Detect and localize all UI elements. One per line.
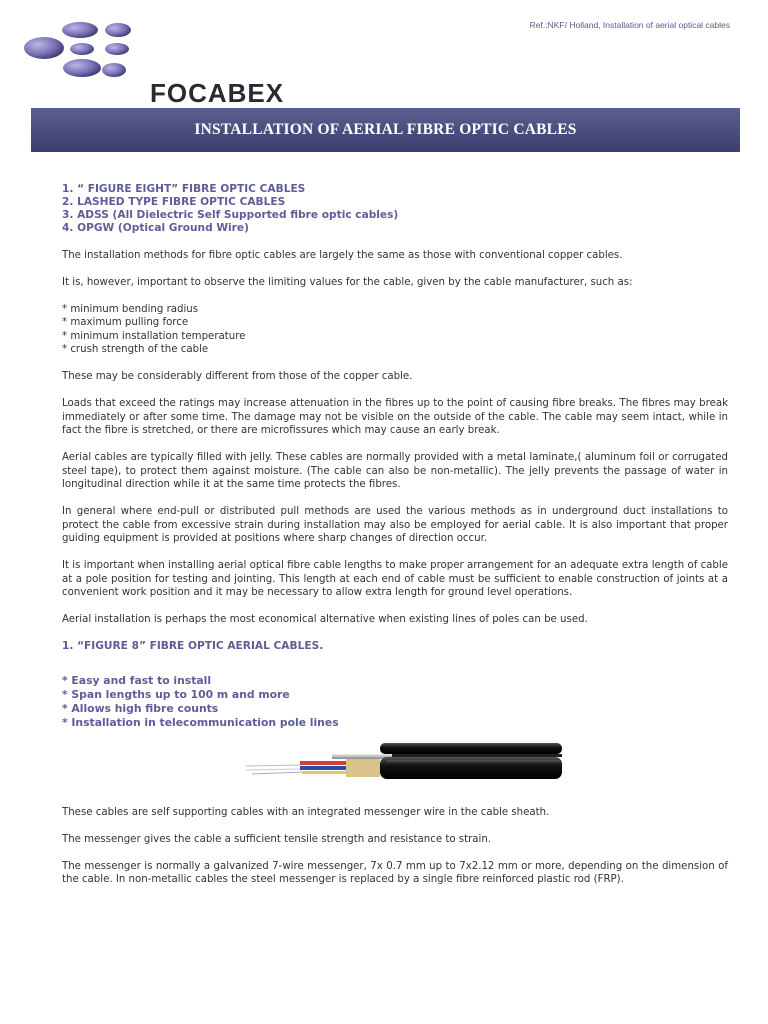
table-of-contents xyxy=(62,183,728,235)
limits-list xyxy=(62,303,728,357)
list-item: * minimum installation temperature xyxy=(62,330,246,342)
paragraph: These may be considerably different from those of the copper cable. xyxy=(62,371,413,382)
paragraph: The messenger gives the cable a sufficient tensile strength and resistance to strain. xyxy=(62,833,492,845)
figure-eight-cable-illustration xyxy=(242,740,562,784)
section-heading: 1. “FIGURE 8” FIBRE OPTIC AERIAL CABLES. xyxy=(62,640,324,652)
title-banner xyxy=(31,108,740,152)
paragraph: Aerial installation is perhaps the most economical alternative when existing lines of poles can be used. xyxy=(62,614,588,625)
reference-line: Ref.:NKF/ Holland, Installation of aerial optical cables xyxy=(529,20,730,30)
toc-item: 2. LASHED TYPE FIBRE OPTIC CABLES xyxy=(62,196,286,208)
logo-wordmark: FOCABEX xyxy=(150,78,285,108)
paragraph: Loads that exceed the ratings may increase attenuation in the fibres up to the point of causing fibre breaks. The fibres may break immediately or after some time. The damage may not be visible on the outside of the cable. The cable may seem intact, while in fact the fibre is stretched, or there are microfissures which may cause an early break. xyxy=(62,398,728,436)
feature-item: * Span lengths up to 100 m and more xyxy=(62,687,290,701)
feature-list xyxy=(62,674,728,730)
logo-bubbles-icon xyxy=(22,18,162,96)
toc-item: 1. “ FIGURE EIGHT” FIBRE OPTIC CABLES xyxy=(62,183,306,195)
focabex-logo xyxy=(22,18,292,108)
list-item: * maximum pulling force xyxy=(62,317,189,328)
toc-item: 3. ADSS (All Dielectric Self Supported fibre optic cables) xyxy=(62,209,399,221)
feature-item: * Allows high fibre counts xyxy=(62,701,219,715)
feature-item: * Installation in telecommunication pole lines xyxy=(62,715,339,729)
paragraph: In general where end-pull or distributed pull methods are used the various methods as in underground duct installations to protect the cable from excessive strain during installation may also be employed for aerial cable. It is also important that proper guiding equipment is provided at positions where sharp changes of direction occur. xyxy=(62,506,728,544)
paragraph: The messenger is normally a galvanized 7-wire messenger, 7x 0.7 mm up to 7x2.12 mm or more, depending on the dimension of the cable. In non-metallic cables the steel messenger is replaced by a single fibre reinforced plastic rod (FRP). xyxy=(62,860,728,885)
list-item: * crush strength of the cable xyxy=(62,344,209,355)
page-title: INSTALLATION OF AERIAL FIBRE OPTIC CABLES xyxy=(194,121,577,138)
feature-item: * Easy and fast to install xyxy=(62,673,212,687)
paragraph: The installation methods for fibre optic cables are largely the same as those with conventional copper cables. xyxy=(62,249,623,261)
paragraph: It is, however, important to observe the limiting values for the cable, given by the cable manufacturer, such as: xyxy=(62,276,633,288)
paragraph: It is important when installing aerial optical fibre cable lengths to make proper arrangement for an adequate extra length of cable at a pole position for testing and jointing. This length at each end of cable must be sufficient to enable construction of joints at a convenient work position and it may be necessary to allow extra length for ground level operations. xyxy=(62,560,728,598)
toc-item: 4. OPGW (Optical Ground Wire) xyxy=(62,222,249,234)
paragraph: These cables are self supporting cables with an integrated messenger wire in the cable sheath. xyxy=(62,806,550,818)
paragraph: Aerial cables are typically filled with jelly. These cables are normally provided with a metal laminate,( aluminum foil or corrugated steel tape), to protect them against moisture. (The cable can also be non-metallic). The jelly prevents the passage of water in longitudinal direction while it at the same time protects the fibres. xyxy=(62,452,728,490)
cable-image xyxy=(242,740,562,784)
document-body xyxy=(62,183,728,900)
list-item: * minimum bending radius xyxy=(62,303,199,315)
